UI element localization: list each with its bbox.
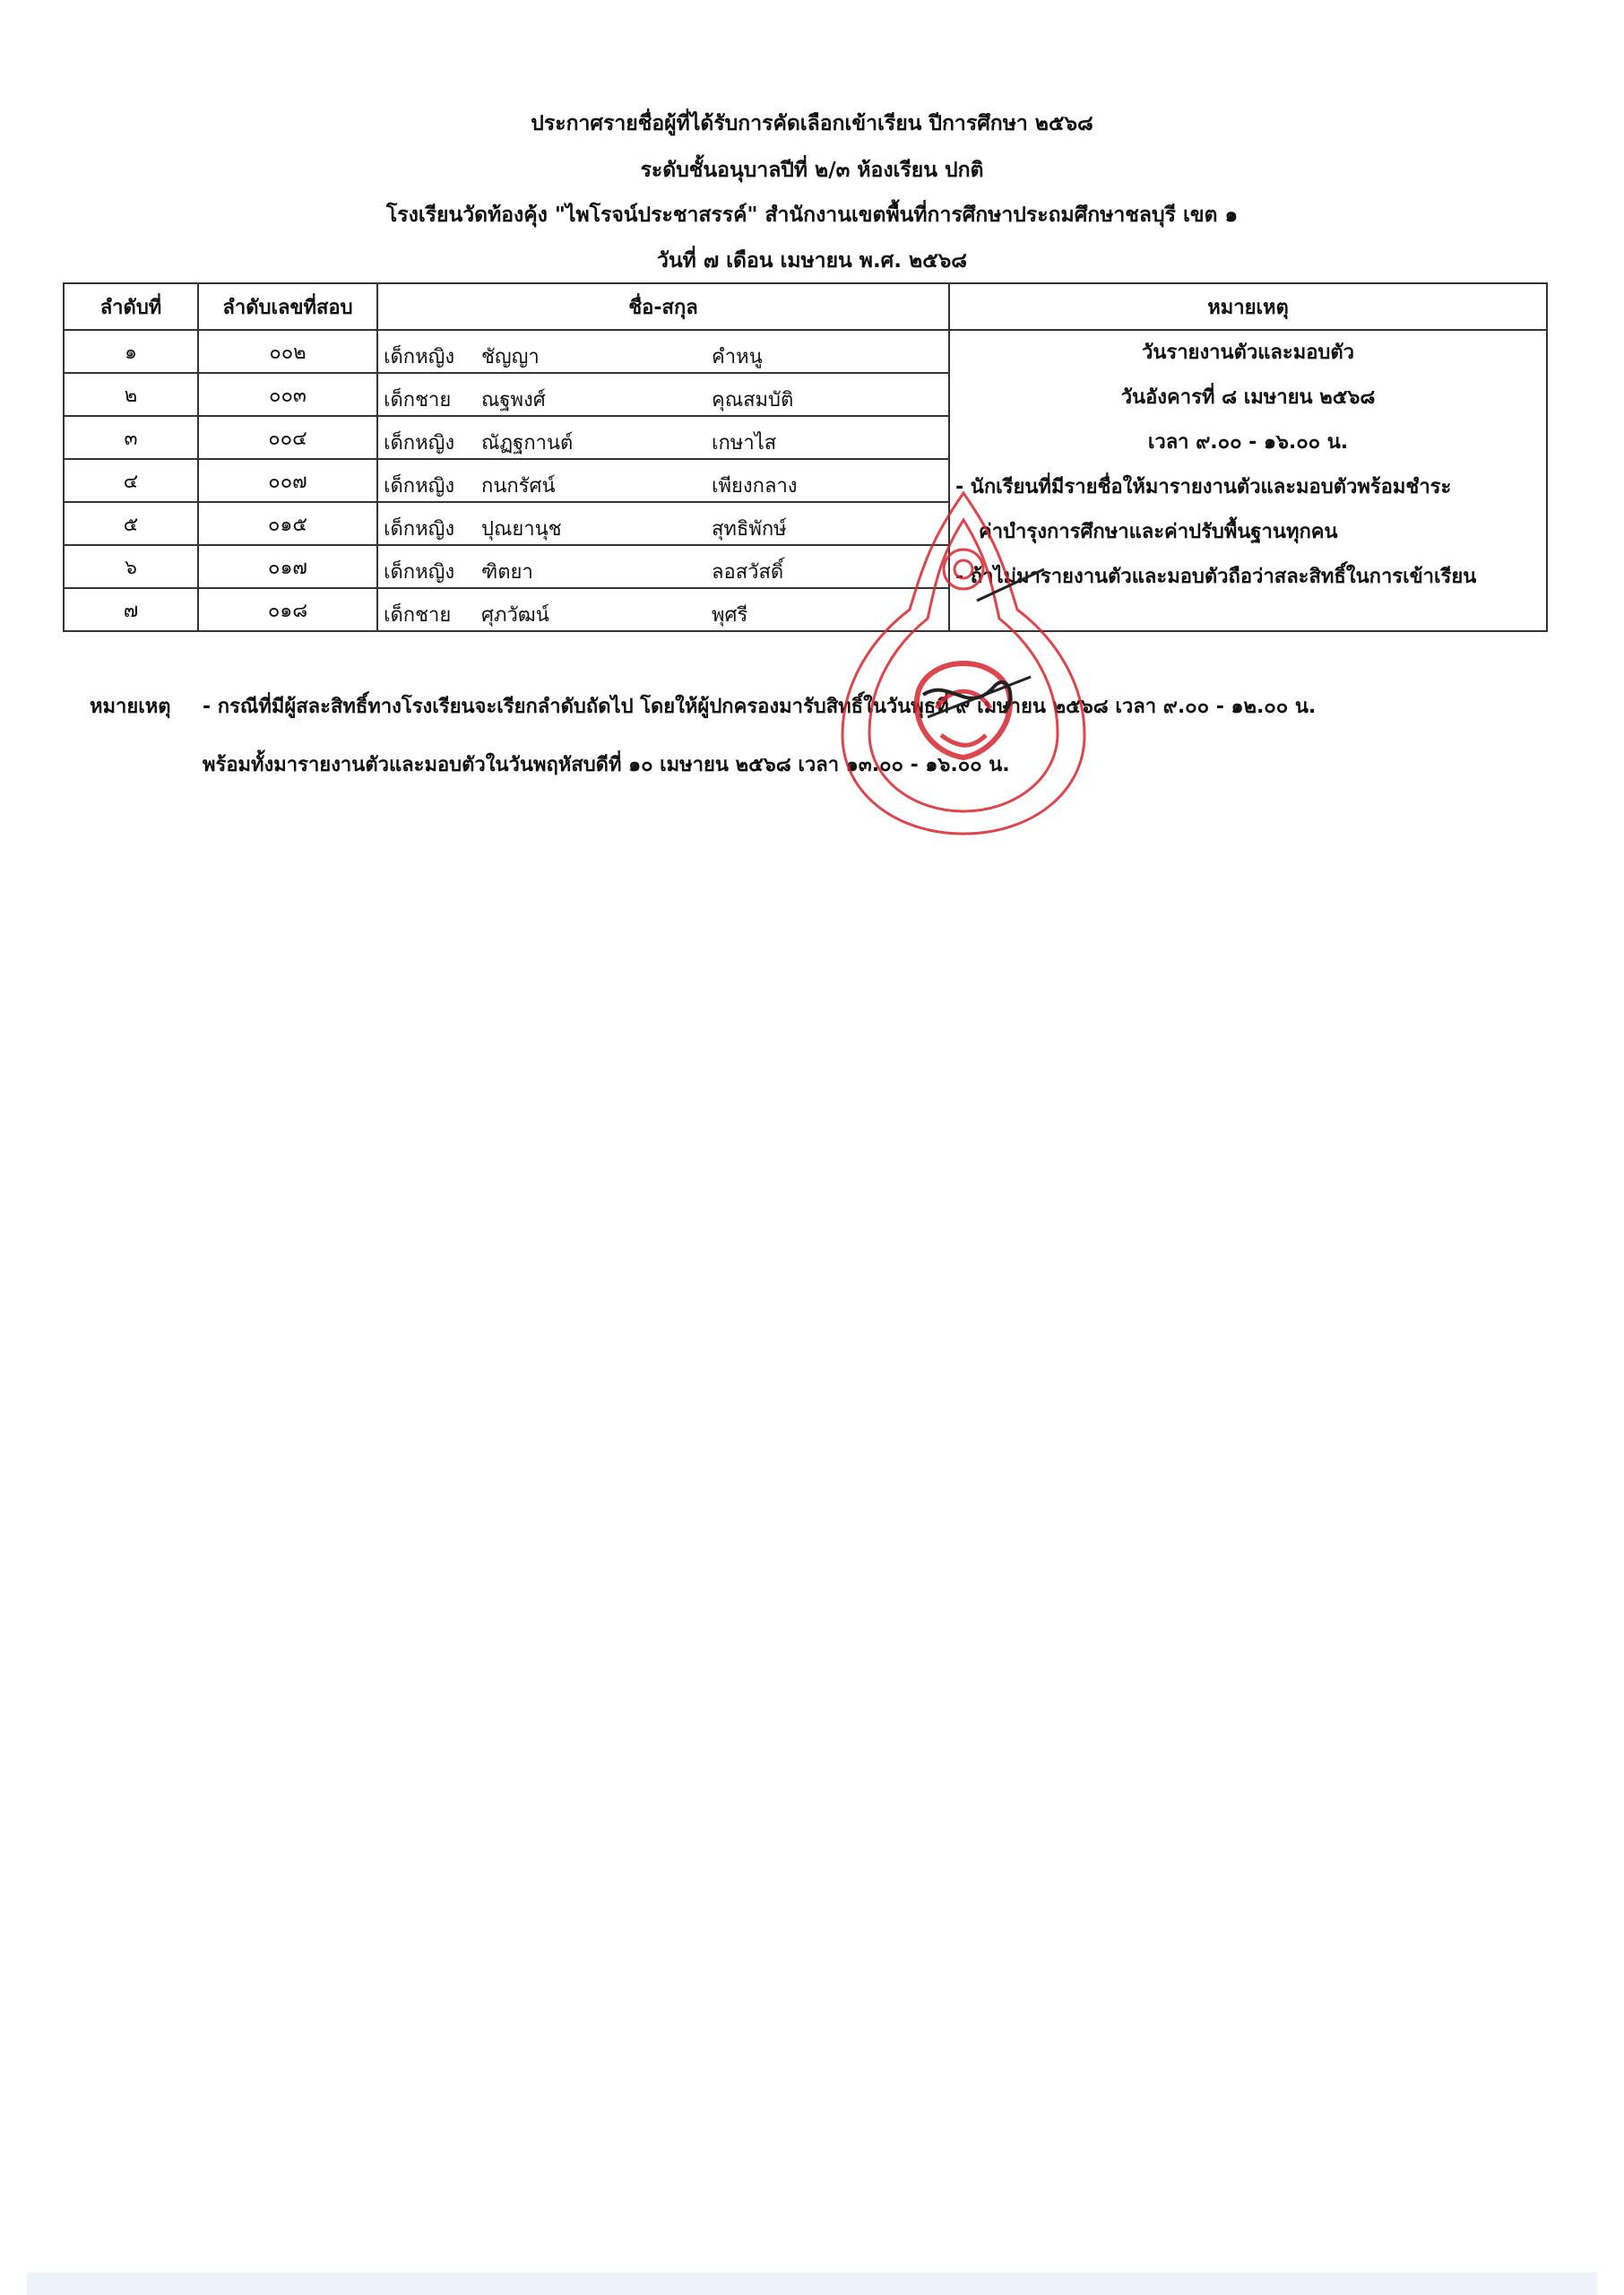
last-name: คุณสมบัติ	[712, 389, 794, 411]
first-name: ณัฏฐกานต์	[481, 432, 574, 455]
school-name: โรงเรียนวัดท้องคุ้ง "ไพโรจน์ประชาสรรค์" สำนักงานเขตพื้นที่การศึกษาประถมศึกษาชลบุรี เขต ๑	[385, 204, 1239, 227]
col-header-remark: หมายเหตุ	[949, 283, 1547, 330]
exam-number-cell: ๐๑๕	[198, 502, 377, 545]
name-title: เด็กหญิง	[384, 475, 455, 498]
notes-line-2: พร้อมทั้งมารายงานตัวและมอบตัวในวันพฤหัสบดีที่ ๑๐ เมษายน ๒๕๖๘ เวลา ๑๓.๐๐ - ๑๖.๐๐ น.	[203, 754, 1010, 776]
first-name: ศุภวัฒน์	[481, 604, 549, 627]
last-name: เพียงกลาง	[712, 475, 798, 498]
announcement-title: ประกาศรายชื่อผู้ที่ได้รับการคัดเลือกเข้าเรียน ปีการศึกษา ๒๕๖๘	[531, 112, 1093, 135]
notes-label: หมายเหตุ	[90, 696, 171, 718]
col-header-name: ชื่อ-สกุล	[377, 283, 949, 330]
first-name: ฑิตยา	[481, 561, 533, 584]
col-header-order: ลำดับที่	[64, 283, 198, 330]
last-name: เกษาไส	[712, 432, 777, 455]
remark-fee-note: ค่าบำรุงการศึกษาและค่าปรับพื้นฐานทุกคน	[979, 521, 1338, 543]
exam-number-cell: ๐๐๔	[198, 416, 377, 459]
name-cell	[377, 416, 949, 459]
order-cell: ๒	[64, 373, 198, 416]
exam-number-cell: ๐๐๗	[198, 459, 377, 502]
order-cell: ๑	[64, 330, 198, 373]
exam-number-cell: ๐๐๒	[198, 330, 377, 373]
table-header-row	[64, 283, 1547, 330]
first-name: ปุณยานุช	[481, 518, 562, 541]
order-cell: ๖	[64, 545, 198, 588]
scan-footer-band	[27, 2273, 1597, 2295]
exam-number-cell: ๐๐๓	[198, 373, 377, 416]
first-name: ณฐพงศ์	[481, 389, 546, 411]
remark-payment-note: - นักเรียนที่มีรายชื่อให้มารายงานตัวและมอบตัวพร้อมชำระ	[955, 476, 1452, 498]
order-cell: ๗	[64, 588, 198, 631]
name-cell	[377, 373, 949, 416]
order-cell: ๓	[64, 416, 198, 459]
remark-forfeit-note: - ถ้าไม่มารายงานตัวและมอบตัวถือว่าสละสิทธิ์ในการเข้าเรียน	[955, 566, 1477, 588]
first-name: กนกรัศน์	[481, 475, 556, 498]
name-title: เด็กหญิง	[384, 346, 455, 368]
name-title: เด็กหญิง	[384, 432, 455, 455]
name-title: เด็กชาย	[384, 604, 452, 627]
name-cell	[377, 330, 949, 373]
table-row	[64, 330, 1547, 373]
student-table	[63, 282, 1548, 632]
class-level: ระดับชั้นอนุบาลปีที่ ๒/๓ ห้องเรียน ปกติ	[640, 159, 984, 182]
first-name: ชัญญา	[481, 346, 540, 368]
remark-report-day-title: วันรายงานตัวและมอบตัว	[1141, 342, 1355, 364]
exam-number-cell: ๐๑๘	[198, 588, 377, 631]
exam-number-cell: ๐๑๗	[198, 545, 377, 588]
last-name: ลอสวัสดิ์	[712, 561, 784, 584]
announcement-date: วันที่ ๗ เดือน เมษายน พ.ศ. ๒๕๖๘	[657, 249, 967, 273]
last-name: คำหนู	[712, 346, 763, 368]
order-cell: ๔	[64, 459, 198, 502]
col-header-exam-number: ลำดับเลขที่สอบ	[198, 283, 377, 330]
last-name: พุศรี	[712, 604, 748, 627]
name-title: เด็กหญิง	[384, 518, 455, 541]
name-title: เด็กหญิง	[384, 561, 455, 584]
remark-report-time: เวลา ๙.๐๐ - ๑๖.๐๐ น.	[1147, 431, 1349, 454]
notes-line-1: - กรณีที่มีผู้สละสิทธิ์ทางโรงเรียนจะเรียกลำดับถัดไป โดยให้ผู้ปกครองมารับสิทธิ์ในวันพุธที่ ๙ เมษายน ๒๕๖๘ เวลา ๙.๐๐ - ๑๒.๐๐ น.	[203, 696, 1317, 718]
name-title: เด็กชาย	[384, 389, 452, 411]
last-name: สุทธิพักษ์	[712, 518, 787, 541]
remark-report-date: วันอังคารที่ ๘ เมษายน ๒๕๖๘	[1120, 386, 1376, 409]
order-cell: ๕	[64, 502, 198, 545]
school-seal-stamp	[825, 484, 1102, 843]
